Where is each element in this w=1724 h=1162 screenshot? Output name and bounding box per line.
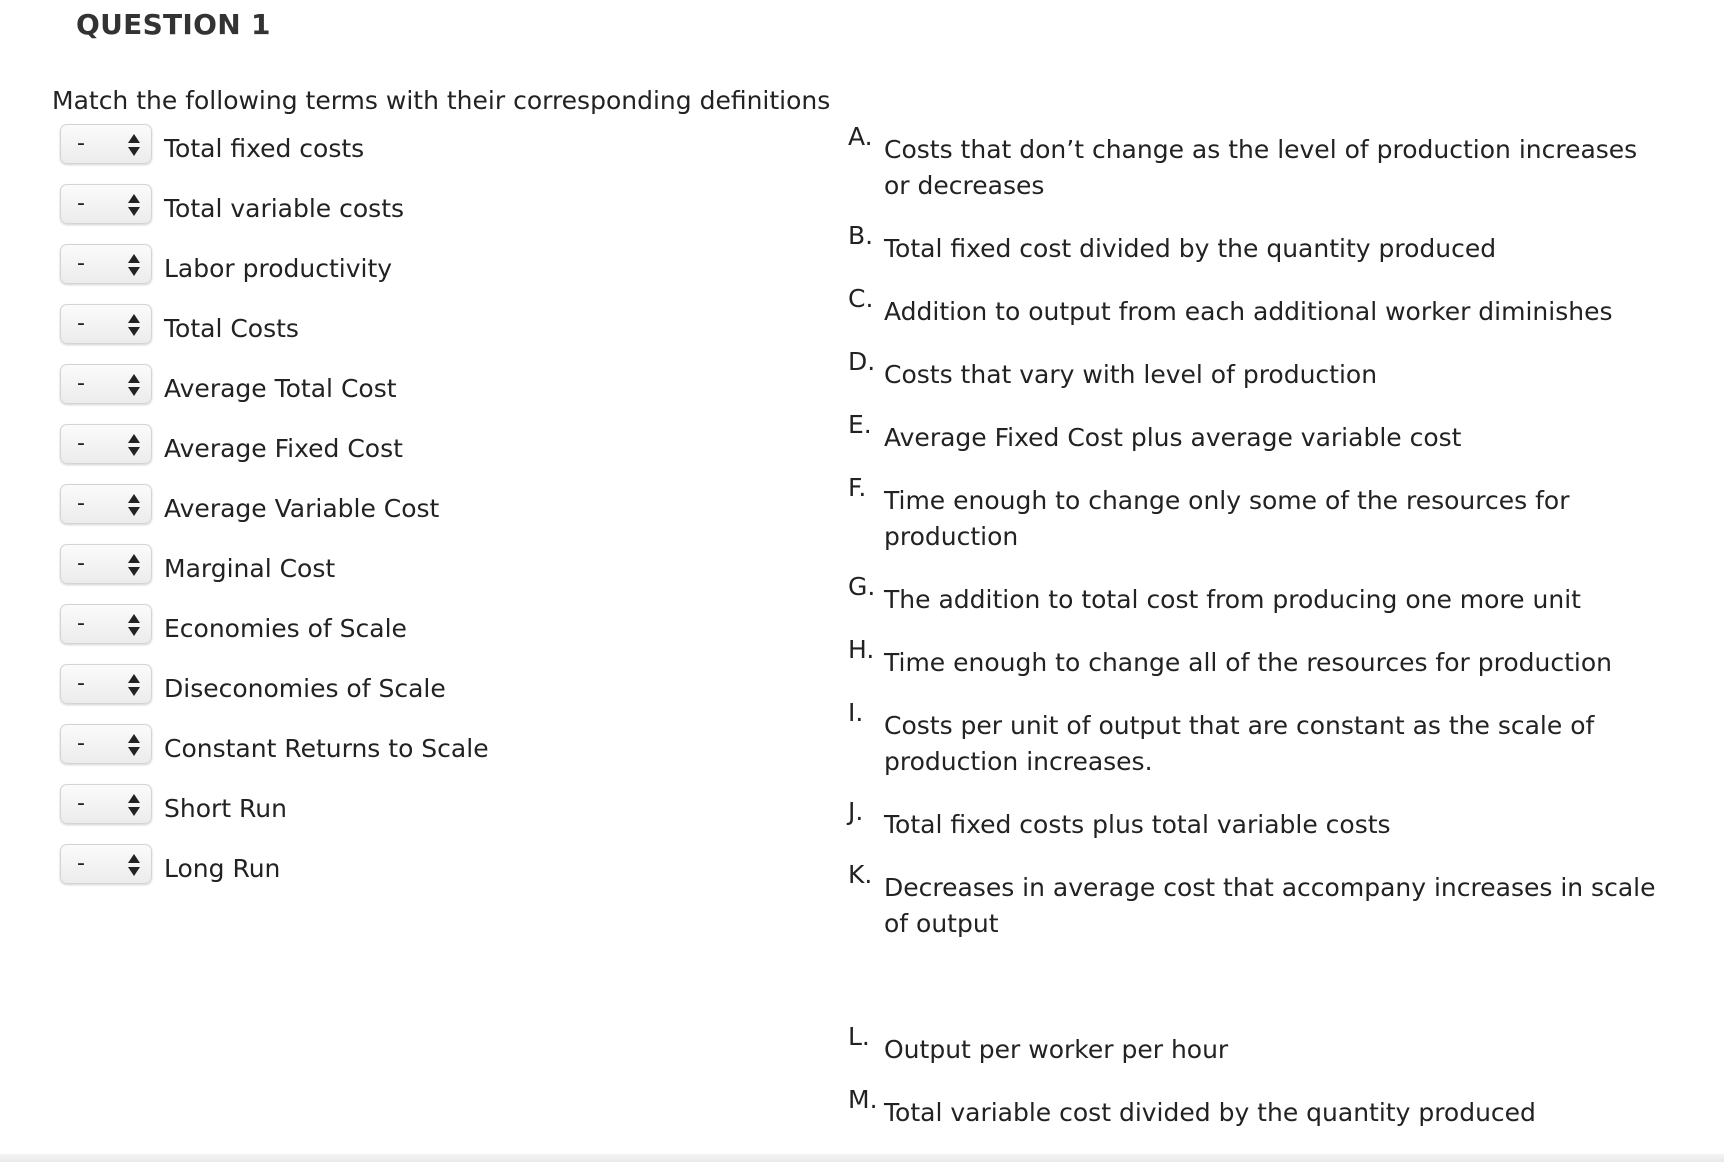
- select-value: -: [77, 611, 85, 636]
- definition-item: [848, 572, 1668, 618]
- term-label: Short Run: [164, 794, 287, 823]
- up-down-arrows-icon: [127, 311, 141, 339]
- match-select[interactable]: [60, 724, 152, 764]
- match-select[interactable]: [60, 424, 152, 464]
- definition-item: [848, 284, 1668, 330]
- select-value: -: [77, 371, 85, 396]
- term-row: [60, 424, 820, 484]
- match-select[interactable]: [60, 184, 152, 224]
- match-select[interactable]: [60, 124, 152, 164]
- definition-text: Decreases in average cost that accompany increases in scale of output: [884, 873, 1656, 938]
- definition-text: Output per worker per hour: [884, 1035, 1229, 1064]
- match-select[interactable]: [60, 544, 152, 584]
- definition-item: [848, 410, 1668, 456]
- select-value: -: [77, 671, 85, 696]
- select-value: -: [77, 191, 85, 216]
- up-down-arrows-icon: [127, 551, 141, 579]
- term-label: Total fixed costs: [164, 134, 365, 163]
- definition-item: [848, 221, 1668, 267]
- instructions-text: Match the following terms with their corresponding definitions: [52, 86, 831, 115]
- definition-item: [848, 698, 1668, 780]
- term-row: [60, 664, 820, 724]
- term-row: [60, 364, 820, 424]
- term-label: Average Variable Cost: [164, 494, 440, 523]
- up-down-arrows-icon: [127, 611, 141, 639]
- term-row: [60, 844, 820, 904]
- match-select[interactable]: [60, 604, 152, 644]
- definition-item: [848, 347, 1668, 393]
- select-value: -: [77, 131, 85, 156]
- term-row: [60, 604, 820, 664]
- bottom-divider: [0, 1154, 1724, 1162]
- definition-letter: F.: [848, 473, 867, 502]
- definition-letter: I.: [848, 698, 864, 727]
- up-down-arrows-icon: [127, 731, 141, 759]
- definition-text: Total fixed cost divided by the quantity produced: [884, 234, 1497, 263]
- definition-item: [848, 473, 1668, 555]
- term-label: Diseconomies of Scale: [164, 674, 446, 703]
- definition-text: Addition to output from each additional worker diminishes: [884, 297, 1613, 326]
- definition-item: [848, 1085, 1668, 1131]
- term-row: [60, 244, 820, 304]
- up-down-arrows-icon: [127, 491, 141, 519]
- match-select[interactable]: [60, 364, 152, 404]
- select-value: -: [77, 431, 85, 456]
- definition-text: Time enough to change all of the resources for production: [884, 648, 1612, 677]
- term-label: Labor productivity: [164, 254, 393, 283]
- term-row: [60, 304, 820, 364]
- definition-item: [848, 122, 1668, 204]
- definition-text: Costs that don’t change as the level of production increases or decreases: [884, 135, 1638, 200]
- term-row: [60, 784, 820, 844]
- definition-text: Costs that vary with level of production: [884, 360, 1378, 389]
- term-row: [60, 184, 820, 244]
- definition-letter: H.: [848, 635, 875, 664]
- up-down-arrows-icon: [127, 791, 141, 819]
- definition-item: [848, 1022, 1668, 1068]
- definition-letter: G.: [848, 572, 876, 601]
- select-value: -: [77, 791, 85, 816]
- definition-item: [848, 860, 1668, 942]
- definition-text: Time enough to change only some of the resources for production: [884, 486, 1570, 551]
- select-value: -: [77, 491, 85, 516]
- definition-letter: B.: [848, 221, 874, 250]
- definition-text: Total variable cost divided by the quantity produced: [884, 1098, 1536, 1127]
- terms-list: [60, 124, 820, 904]
- definition-letter: J.: [848, 797, 864, 826]
- match-select[interactable]: [60, 664, 152, 704]
- term-row: [60, 724, 820, 784]
- match-select[interactable]: [60, 484, 152, 524]
- select-value: -: [77, 311, 85, 336]
- definition-item: [848, 797, 1668, 843]
- term-label: Constant Returns to Scale: [164, 734, 489, 763]
- term-row: [60, 484, 820, 544]
- definition-letter: K.: [848, 860, 873, 889]
- definition-item: [848, 635, 1668, 681]
- select-value: -: [77, 851, 85, 876]
- up-down-arrows-icon: [127, 191, 141, 219]
- term-label: Total variable costs: [164, 194, 405, 223]
- select-value: -: [77, 731, 85, 756]
- definition-text: Costs per unit of output that are constant as the scale of production increases.: [884, 711, 1595, 776]
- definition-text: Average Fixed Cost plus average variable cost: [884, 423, 1462, 452]
- definition-letter: D.: [848, 347, 876, 376]
- select-value: -: [77, 251, 85, 276]
- match-select[interactable]: [60, 784, 152, 824]
- term-label: Average Total Cost: [164, 374, 397, 403]
- definition-letter: L.: [848, 1022, 870, 1051]
- definition-letter: M.: [848, 1085, 878, 1114]
- term-label: Marginal Cost: [164, 554, 336, 583]
- match-select[interactable]: [60, 844, 152, 884]
- up-down-arrows-icon: [127, 431, 141, 459]
- match-select[interactable]: [60, 304, 152, 344]
- definition-letter: C.: [848, 284, 874, 313]
- term-label: Long Run: [164, 854, 281, 883]
- term-label: Economies of Scale: [164, 614, 407, 643]
- up-down-arrows-icon: [127, 371, 141, 399]
- definition-letter: A.: [848, 122, 873, 151]
- definition-letter: E.: [848, 410, 872, 439]
- term-row: [60, 124, 820, 184]
- up-down-arrows-icon: [127, 131, 141, 159]
- up-down-arrows-icon: [127, 251, 141, 279]
- match-select[interactable]: [60, 244, 152, 284]
- term-row: [60, 544, 820, 604]
- definitions-list: [848, 122, 1668, 1148]
- question-header: QUESTION 1: [76, 8, 271, 41]
- definition-text: Total fixed costs plus total variable costs: [884, 810, 1391, 839]
- term-label: Total Costs: [164, 314, 299, 343]
- up-down-arrows-icon: [127, 671, 141, 699]
- term-label: Average Fixed Cost: [164, 434, 403, 463]
- definition-text: The addition to total cost from producing one more unit: [884, 585, 1581, 614]
- up-down-arrows-icon: [127, 851, 141, 879]
- select-value: -: [77, 551, 85, 576]
